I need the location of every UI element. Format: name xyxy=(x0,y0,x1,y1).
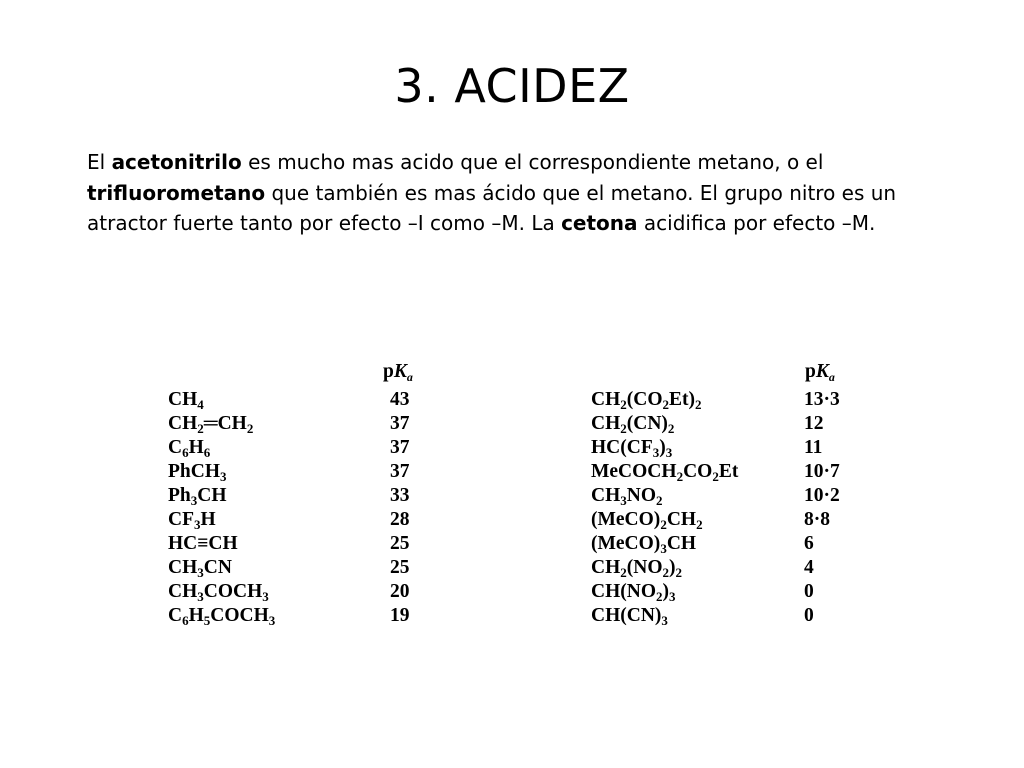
table-row xyxy=(591,580,891,604)
pka-value: 0 xyxy=(804,605,814,626)
bold-term-acetonitrilo: acetonitrilo xyxy=(111,150,242,174)
table-row xyxy=(591,388,891,412)
pka-value: 37 xyxy=(390,461,410,482)
table-row xyxy=(168,580,428,604)
text-segment: es mucho mas acido que el correspondiente metano, o el xyxy=(241,150,824,174)
table-row xyxy=(591,484,891,508)
compound-formula: $CH_2(CO_2Et)_2$ xyxy=(591,389,702,412)
compound-formula: $CH_2═CH_2$ xyxy=(168,413,254,436)
pka-value: 37 xyxy=(390,413,410,434)
table-row xyxy=(168,508,428,532)
table-row xyxy=(591,508,891,532)
pka-table-right xyxy=(591,360,891,628)
table-header xyxy=(591,360,891,388)
compound-formula: $C_6H_6$ xyxy=(168,437,211,460)
pka-column-header: $pK_a$ xyxy=(805,361,835,384)
pka-value: 11 xyxy=(804,437,823,458)
compound-formula: $CH(CN)_3$ xyxy=(591,605,668,628)
compound-formula: $Ph_3CH$ xyxy=(168,485,227,508)
table-row xyxy=(591,436,891,460)
pka-value: 25 xyxy=(390,533,410,554)
table-row xyxy=(168,436,428,460)
pka-value: 12 xyxy=(804,413,824,434)
bold-term-cetona: cetona xyxy=(561,211,638,235)
pka-value: 6 xyxy=(804,533,814,554)
table-row xyxy=(168,388,428,412)
table-row xyxy=(168,604,428,628)
slide-title: 3. ACIDEZ xyxy=(394,58,630,113)
table-row xyxy=(168,556,428,580)
pka-value: 10·2 xyxy=(804,485,840,506)
body-paragraph xyxy=(87,147,947,239)
table-row xyxy=(591,532,891,556)
compound-formula: $C_6H_5COCH_3$ xyxy=(168,605,276,628)
compound-formula: $CF_3H$ xyxy=(168,509,216,532)
table-row xyxy=(591,460,891,484)
table-row xyxy=(591,604,891,628)
pka-value: 10·7 xyxy=(804,461,840,482)
text-segment: acidifica por efecto –M. xyxy=(637,211,876,235)
pka-value: 25 xyxy=(390,557,410,578)
compound-formula: $CH_3CN$ xyxy=(168,557,232,580)
pka-value: 43 xyxy=(390,389,410,410)
compound-formula: PhCH$_3$ xyxy=(168,461,227,484)
compound-formula: HC≡CH xyxy=(168,533,238,554)
text-segment: que también es mas ácido que el metano. El grupo nitro es un atractor fuerte tanto por efecto –I como –M. La xyxy=(87,180,897,235)
pka-value: 0 xyxy=(804,581,814,602)
pka-value: 13·3 xyxy=(804,389,840,410)
pka-column-header: $pK_a$ xyxy=(383,361,413,384)
pka-value: 37 xyxy=(390,437,410,458)
compound-formula: $CH_2(NO_2)_2$ xyxy=(591,557,682,580)
table-row xyxy=(168,484,428,508)
table-row xyxy=(168,460,428,484)
table-header xyxy=(168,360,428,388)
compound-formula: $(MeCO)_2CH_2$ xyxy=(591,509,703,532)
pka-value: 19 xyxy=(390,605,410,626)
pka-value: 33 xyxy=(390,485,410,506)
table-row xyxy=(591,412,891,436)
compound-formula: $(MeCO)_3CH$ xyxy=(591,533,697,556)
pka-value: 20 xyxy=(390,581,410,602)
table-row xyxy=(591,556,891,580)
compound-formula: $CH_4$ xyxy=(168,389,204,412)
bold-term-trifluorometano: trifluorometano xyxy=(87,180,266,205)
compound-formula: $MeCOCH_2CO_2Et$ xyxy=(591,461,739,484)
table-row xyxy=(168,532,428,556)
text-segment: El xyxy=(87,150,112,174)
table-row xyxy=(168,412,428,436)
compound-formula: $CH(NO_2)_3$ xyxy=(591,581,676,604)
compound-formula: $CH_3COCH_3$ xyxy=(168,581,269,604)
pka-table-left xyxy=(168,360,428,628)
pka-value: 28 xyxy=(390,509,410,530)
compound-formula: $HC(CF_3)_3$ xyxy=(591,437,673,460)
pka-value: 4 xyxy=(804,557,814,578)
compound-formula: $CH_3NO_2$ xyxy=(591,485,663,508)
compound-formula: $CH_2(CN)_2$ xyxy=(591,413,675,436)
pka-value: 8·8 xyxy=(804,509,831,530)
